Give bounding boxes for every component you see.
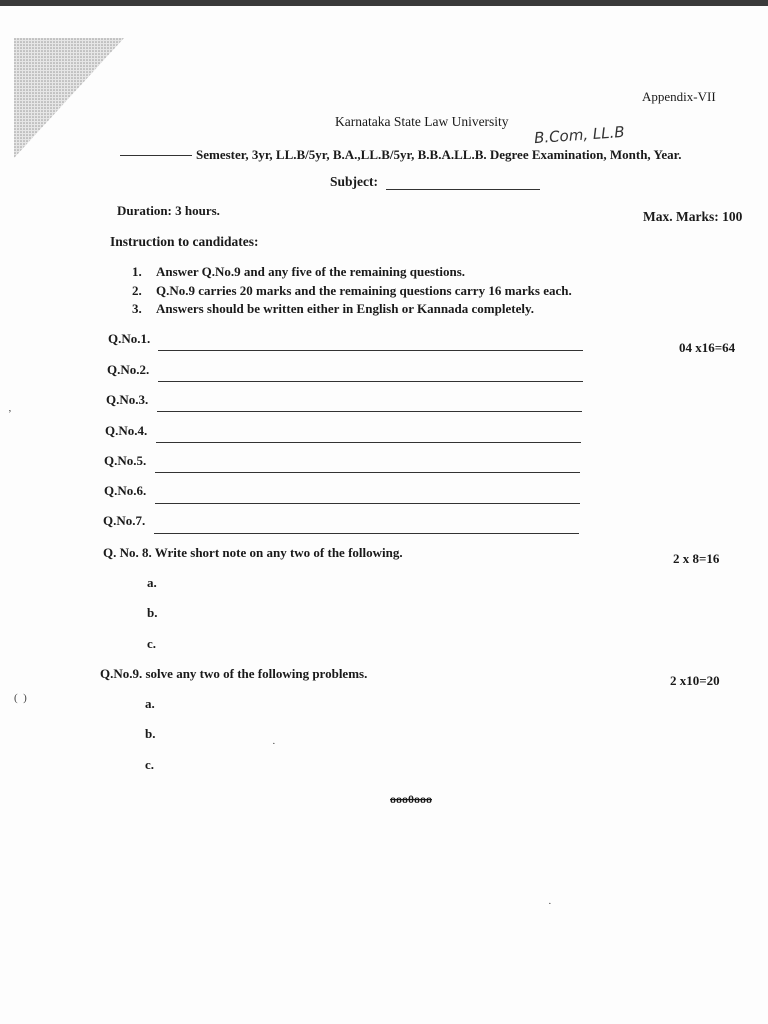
instruction-text: Answers should be written either in English or Kannada completely. [156,301,534,316]
question-label: Q.No.2. [107,362,150,377]
instruction-item [132,264,465,280]
answer-line [155,503,580,504]
max-marks-label: Max. Marks: 100 [643,209,743,224]
answer-line [158,381,583,382]
instruction-text: Q.No.9 carries 20 marks and the remaining questions carry 16 marks each. [156,283,572,298]
instruction-text: Answer Q.No.9 and any five of the remaining questions. [156,264,466,279]
question-label: Q.No.6. [104,483,147,498]
university-name: Karnataka State Law University [335,114,509,129]
q8-title: Q. No. 8. Write short note on any two of the following. [103,545,403,560]
subject-blank-line [386,189,540,190]
subject-label: Subject: [330,174,378,189]
end-marker: ooo0ooo [390,792,432,806]
question-label: Q.No.3. [106,392,149,407]
questions-marks: 04 x16=64 [679,340,736,355]
answer-line [154,533,579,534]
q8-option: a. [147,575,157,590]
q9-title: Q.No.9. solve any two of the following problems. [100,666,368,681]
scan-speck: · [272,738,276,750]
folded-corner-shadow [14,38,126,160]
semester-line: Semester, 3yr, LL.B/5yr, B.A.,LL.B/5yr, B.B.A.LL.B. Degree Examination, Month, Year. [196,147,682,162]
instruction-number: 1. [132,264,142,279]
answer-line [155,472,580,473]
question-label: Q.No.7. [103,513,146,528]
q9-option: c. [145,757,155,772]
instructions-title: Instruction to candidates: [110,234,259,249]
q8-option: c. [147,636,157,651]
instruction-number: 3. [132,301,142,316]
instruction-number: 2. [132,283,142,298]
question-label: Q.No.4. [105,423,148,438]
q9-marks: 2 x10=20 [670,673,720,688]
semester-blank-line [120,155,192,156]
scan-top-border [0,0,768,6]
q8-option: b. [147,605,158,620]
handwritten-note: B.Com, LL.B [533,122,626,148]
answer-line [158,350,583,351]
q9-option: a. [145,696,155,711]
instruction-item [132,301,534,317]
scan-speck: ʼ [8,408,12,420]
q8-marks: 2 x 8=16 [673,551,720,566]
answer-line [157,411,582,412]
q9-option: b. [145,726,156,741]
appendix-label: Appendix-VII [642,89,716,104]
duration-label: Duration: 3 hours. [117,203,220,218]
instruction-item [132,283,572,299]
scan-speck: ( ) [14,692,27,704]
question-label: Q.No.1. [108,331,151,346]
answer-line [156,442,581,443]
scan-speck: · [548,898,552,910]
question-label: Q.No.5. [104,453,147,468]
